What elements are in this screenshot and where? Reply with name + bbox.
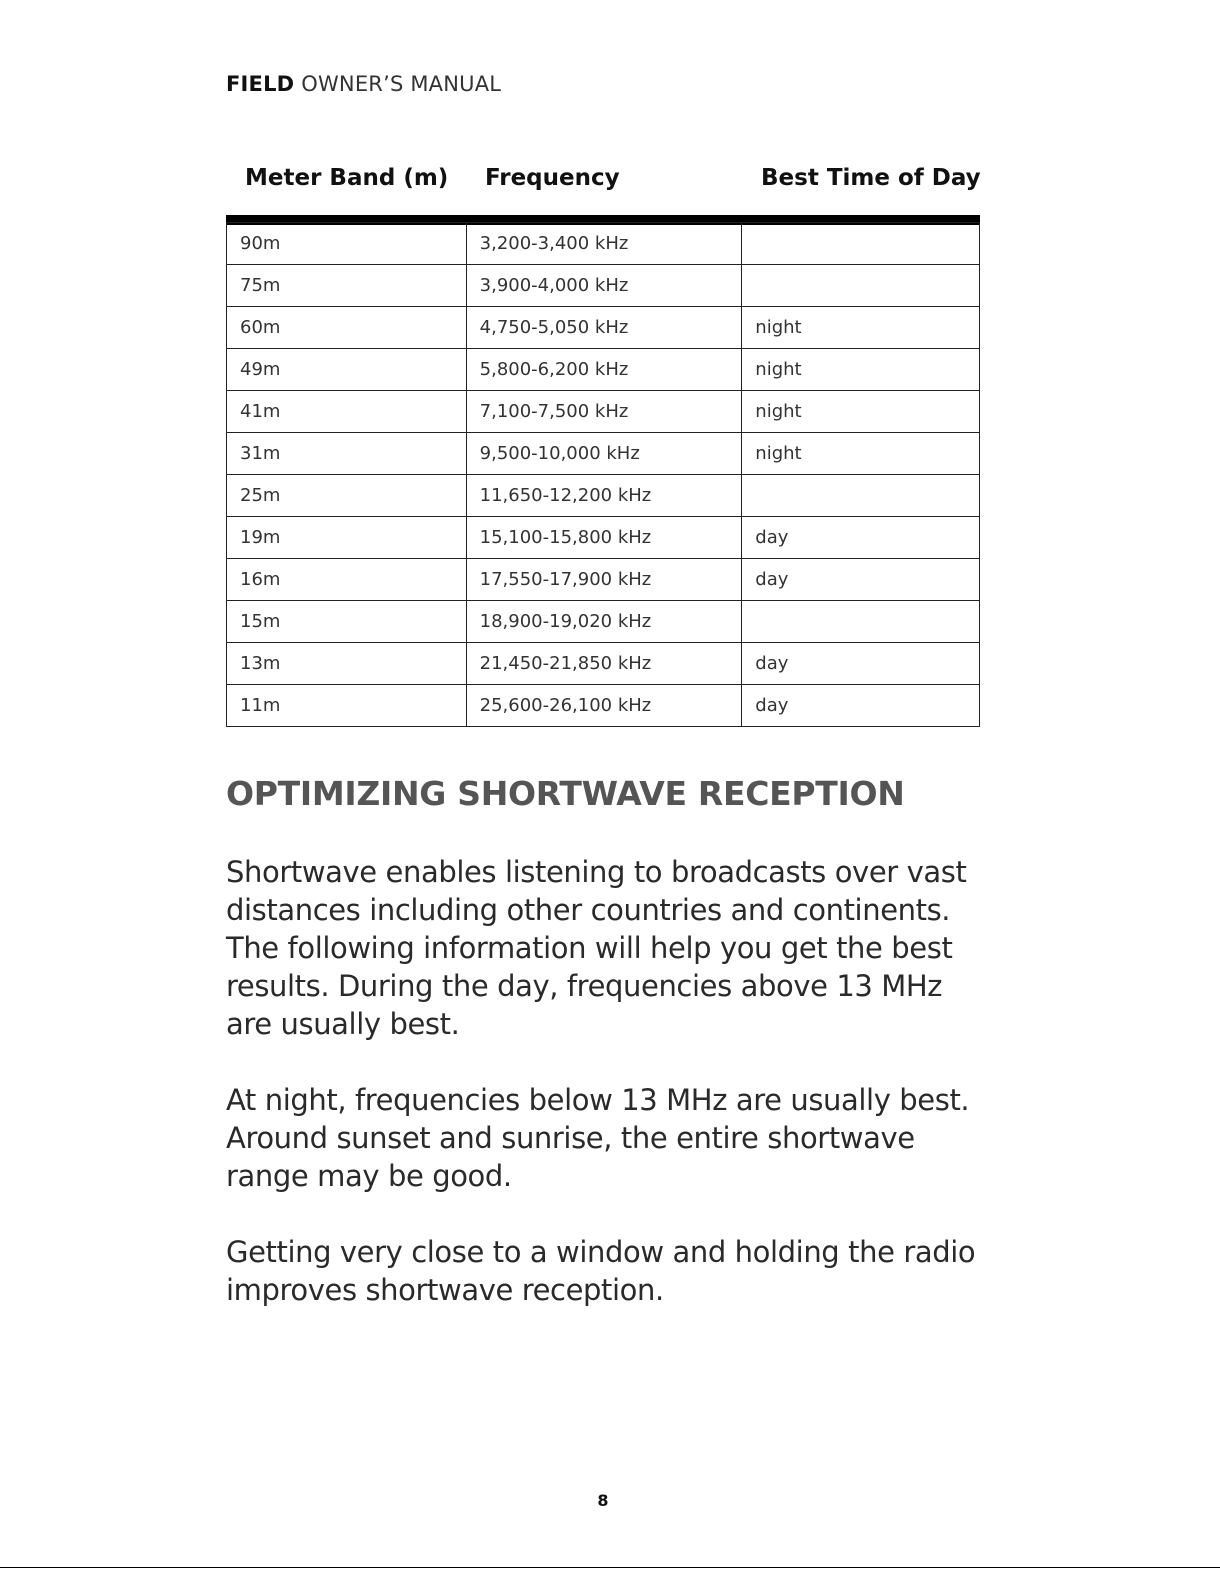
frequency-cell: 3,900-4,000 kHz (466, 265, 742, 307)
meter-band-cell: 13m (227, 643, 467, 685)
frequency-cell: 15,100-15,800 kHz (466, 517, 742, 559)
column-header-frequency: Frequency (485, 165, 620, 191)
table-row (227, 433, 980, 475)
meter-band-cell: 90m (227, 223, 467, 265)
table-row (227, 475, 980, 517)
frequency-cell: 9,500-10,000 kHz (466, 433, 742, 475)
section-title: OPTIMIZING SHORTWAVE RECEPTION (226, 774, 905, 813)
meter-band-cell: 75m (227, 265, 467, 307)
meter-band-cell: 49m (227, 349, 467, 391)
table-row (227, 559, 980, 601)
best-time-cell (742, 265, 980, 307)
meter-band-cell: 31m (227, 433, 467, 475)
table-row (227, 349, 980, 391)
frequency-cell: 21,450-21,850 kHz (466, 643, 742, 685)
best-time-cell: day (742, 517, 980, 559)
best-time-cell (742, 223, 980, 265)
table-row (227, 223, 980, 265)
table-row (227, 517, 980, 559)
header-subtitle: OWNER’S MANUAL (301, 72, 502, 96)
shortwave-bands-table (226, 222, 980, 727)
meter-band-cell: 19m (227, 517, 467, 559)
table-row (227, 307, 980, 349)
frequency-cell: 11,650-12,200 kHz (466, 475, 742, 517)
meter-band-cell: 41m (227, 391, 467, 433)
table-row (227, 391, 980, 433)
table-row (227, 685, 980, 727)
page-number: 8 (597, 1491, 609, 1510)
best-time-cell: night (742, 433, 980, 475)
best-time-cell: day (742, 559, 980, 601)
meter-band-cell: 11m (227, 685, 467, 727)
body-paragraph: Getting very close to a window and holding the radio improves shortwave reception. (226, 1235, 976, 1307)
column-header-meter-band: Meter Band (m) (245, 165, 449, 191)
frequency-cell: 4,750-5,050 kHz (466, 307, 742, 349)
frequency-cell: 25,600-26,100 kHz (466, 685, 742, 727)
best-time-cell: day (742, 685, 980, 727)
meter-band-cell: 25m (227, 475, 467, 517)
frequency-cell: 5,800-6,200 kHz (466, 349, 742, 391)
frequency-cell: 17,550-17,900 kHz (466, 559, 742, 601)
frequency-cell: 18,900-19,020 kHz (466, 601, 742, 643)
body-paragraph: At night, frequencies below 13 MHz are usually best. Around sunset and sunrise, the entire shortwave range may be good. (226, 1083, 970, 1193)
best-time-cell: night (742, 349, 980, 391)
page-edge-rule (0, 1567, 1220, 1568)
header-brand: FIELD (226, 72, 295, 96)
table-row (227, 265, 980, 307)
column-header-best-time: Best Time of Day (761, 165, 981, 191)
table-row (227, 643, 980, 685)
meter-band-cell: 60m (227, 307, 467, 349)
body-paragraph: Shortwave enables listening to broadcasts over vast distances including other countries and continents. The following information will help you get the best results. During the day, frequencies above 13 MHz are usually best. (226, 855, 967, 1041)
running-header (226, 72, 501, 96)
best-time-cell: day (742, 643, 980, 685)
best-time-cell (742, 601, 980, 643)
frequency-cell: 7,100-7,500 kHz (466, 391, 742, 433)
meter-band-cell: 16m (227, 559, 467, 601)
meter-band-cell: 15m (227, 601, 467, 643)
table-header (226, 165, 980, 199)
best-time-cell: night (742, 307, 980, 349)
table-row (227, 601, 980, 643)
best-time-cell: night (742, 391, 980, 433)
frequency-cell: 3,200-3,400 kHz (466, 223, 742, 265)
best-time-cell (742, 475, 980, 517)
